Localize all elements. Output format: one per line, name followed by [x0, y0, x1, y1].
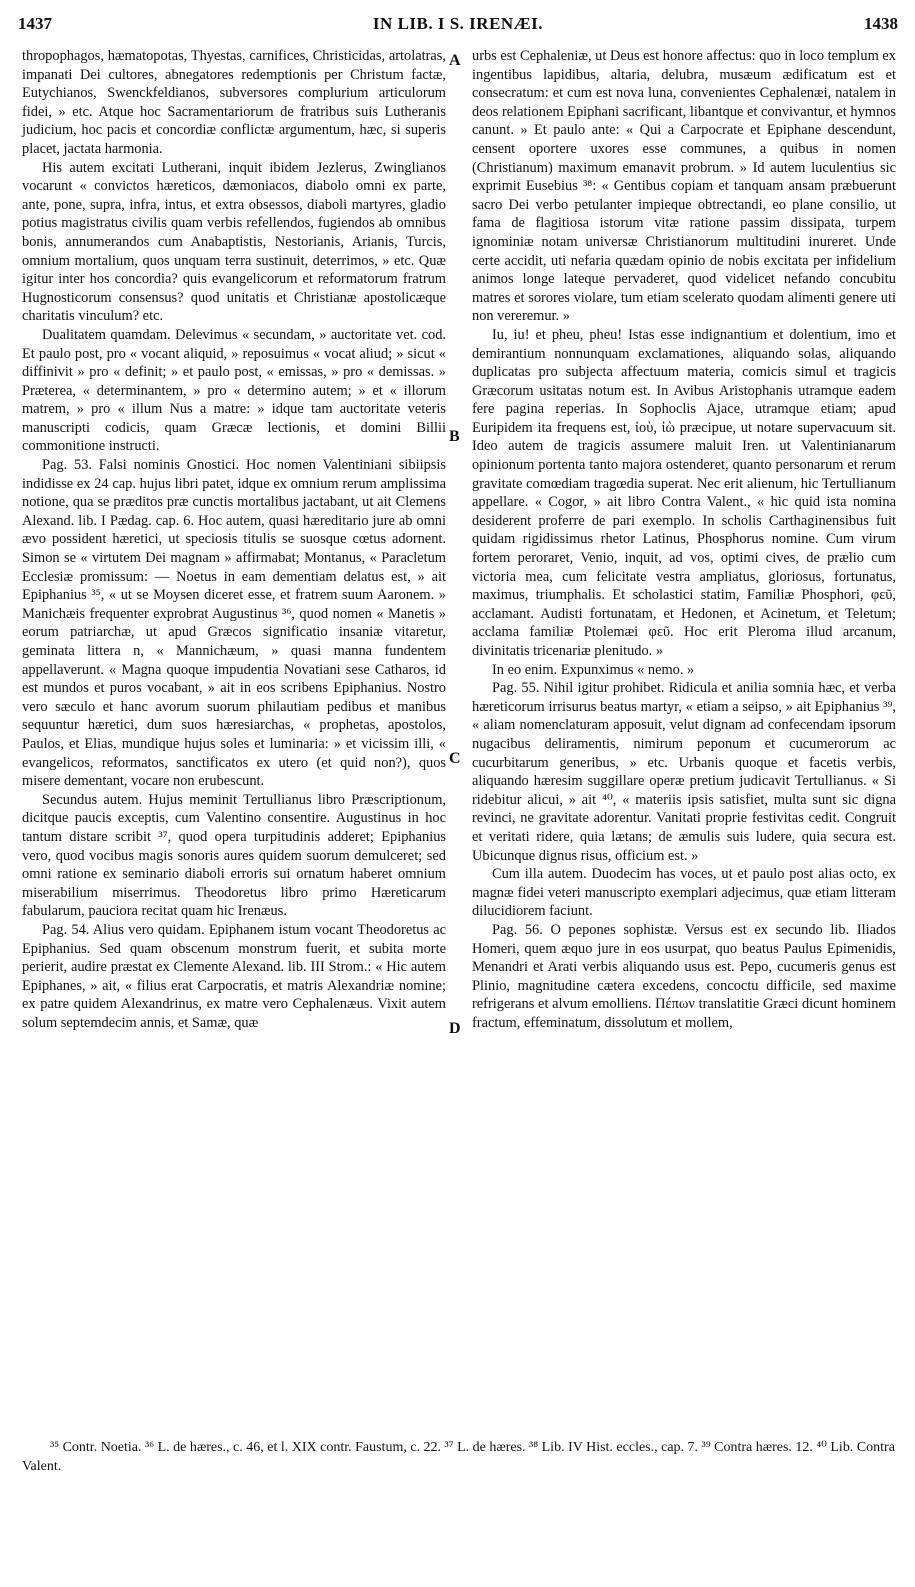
left-column: [22, 47, 446, 1032]
paragraph: thropophagos, hæmatopotas, Thyestas, carnifices, Christicidas, artolatras, impanati Dei cultores, abnegatores redemptionis per Christum factæ, Eutychianos, Swenckfeldianos, subversores complurium articulorum fidei, » etc. Atque hoc Sacramentariorum de fratribus suis Lutheranis judicium, hoc pacis et concordiæ conflictæ argumentum, hæc, si superis placet, jactata harmonia.: [22, 48, 446, 157]
margin-marker-c: C: [449, 750, 461, 767]
paragraph: Dualitatem quamdam. Delevimus « secundam, » auctoritate vet. cod. Et paulo post, pro « vocant aliquid, » reposuimus « vocat aliud; » sicut « diffinivit » pro « definit; » et paulo post, « emissas, » pro « demissas. » Præterea, « determinantem, » pro « determino autem; » et « illorum matrem, » pro « illum Nus a matre: » idque tam auctoritate veteris manuscripti codicis, quam Græcæ lectionis, et domini Billii commonitione instructi.: [22, 326, 446, 455]
left-page-number: 1437: [18, 14, 52, 33]
margin-marker-a: A: [449, 52, 461, 69]
running-header: [18, 14, 898, 40]
running-title: IN LIB. I S. IRENÆI.: [372, 14, 544, 33]
paragraph: Secundus autem. Hujus meminit Tertullianus libro Præscriptionum, dicitque paucis exceptis, cum Valentino consentire. Augustinus in hoc tantum distare scribit ³⁷, quod opera turpitudinis adderet; Epiphanius vero, quod vocibus magis sonoris aures quidem suorum demulceret; sed omni ratione ex seminario diaboli erroris sui ornatum haberet omnium miserabilium miserrimus. Theodoretus libro primo Hæreticarum fabularum, pauciora recitat quam hic Irenæus.: [22, 791, 446, 920]
margin-marker-d: D: [449, 1020, 461, 1037]
margin-marker-b: B: [449, 428, 460, 445]
footnotes: [22, 1438, 896, 1476]
paragraph: His autem excitati Lutherani, inquit ibidem Jezlerus, Zwinglianos vocarunt « convictos hæreticos, dæmoniacos, diabolo omni ex parte, ante, pone, supra, infra, intus, et extra obsessos, diaboli martyres, gladio potius magistratus civilis quam verbis refellendos, fugiendos ab omnibus bonis, annumerandos cum Anabaptistis, Nestorianis, Arianis, Turcis, omnium mortalium, quos unquam terra sustinuit, deterrimos, » etc. Quæ igitur inter hos concordia? quis evangelicorum et reformatorum fratrum Hugnosticorum consensus? quod unitatis et Christianæ apostolicæque charitatis vinculum? etc.: [22, 159, 446, 325]
paragraph: Iu, iu! et pheu, pheu! Istas esse indignantium et dolentium, imo et demirantium nonnunquam exclamationes, aliquando solas, aliquando duplicatas pro subjecta affectuum materia, comicis simul et tragicis Græcorum usitatas notum est. In Avibus Aristophanis utramque eadem fere pagina reperias. In Sophoclis Ajace, utramque etiam; apud Euripidem ita frequens est, ἰοὺ, ἰὼ præcipue, ut notare supervacuum sit. Ideo autem de tragicis assumere maluit Iren. ut Valentinianarum opinionum portenta tanto majora ostenderet, quanto personarum et rerum gravitate comœdiam tragœdia superat. Nec erit alienum, hic Tertullianum appellare. « Cogor, » ait libro Contra Valent., « hic quid ista nomina desiderent proferre de pari exemplo. In scholis Carthaginensibus fuit quidam rigidissimus rhetor Latinus, Phosphorus nomine. Cum virum fortem peroraret, Venio, inquit, ad vos, optimi cives, de prælio cum victoria mea, cum felicitate vestra ampliatus, gloriosus, fortunatus, maximus, triumphalis. Et scholastici statim, Familiæ Phosphori, φεῦ, acclamant. Audisti fortunatam, et Hedonen, et Acinetum, et Teletum; acclama familiæ Ptolemæi φεῦ. Hoc erit Pleroma illud arcanum, divinitatis tricenariæ plenitudo. »: [472, 326, 896, 659]
paragraph: urbs est Cephaleniæ, ut Deus est honore affectus: quo in loco templum ex ingentibus lapidibus, altaria, delubra, musæum ædificatum est et consecratum: et cum est nova luna, convenientes Cephalenæi, natalem in deos relationem Epiphani sacrificant, libantque et convivantur, et hymnos canunt. » Et paulo ante: « Qui a Carpocrate et Epiphane descendunt, censent oportere uxores esse communes, a quibus in nomen (Christianum) maximum emanavit probrum. » Id autem luculentius sic exprimit Eusebius ³⁸: « Gentibus copiam et tanquam ansam præbuerunt sacro Dei verbo petulanter impieque obtrectandi, eo plane consilio, ut fama de flagitiosa istorum vitæ ratione passim dissipata, turpem ignominiæ notam universæ Christianorum multitudini inureret. Unde certe accidit, uti nefaria quædam opinio de nobis excitata per infidelium animos longe lateque pervaderet, quod videlicet nefando concubitu matres et sorores violare, tum etiam sceleratо quodam alimenti genere uti non vereremur. »: [472, 48, 896, 325]
paragraph: Cum illa autem. Duodecim has voces, ut et paulo post alias octo, ex magnæ fidei veteri manuscripto exemplari adjecimus, quæ etiam litteram dilucidiorem faciunt.: [472, 866, 896, 920]
footnote-text: ³⁵ Contr. Noetia. ³⁶ L. de hæres., c. 46, et l. XIX contr. Faustum, c. 22. ³⁷ L. de hæres. ³⁸ Lib. IV Hist. eccles., cap. 7. ³⁹ Contra hæres. 12. ⁴⁰ Lib. Contra Valent.: [22, 1440, 895, 1474]
right-page-number: 1438: [864, 14, 898, 33]
paragraph: Pag. 53. Falsi nominis Gnostici. Hoc nomen Valentiniani sibiipsis indidisse ex 24 cap. hujus libri patet, idque ex omnium rerum amplissima notione, qua se præditos præ cunctis mortalibus jactabant, ut ait Clemens Alexand. lib. I Pædag. cap. 6. Hoc autem, quasi hæreditario jure ab omni ævo possident hæretici, ut speciosis titulis se suosque cœtus adornent. Simon se « virtutem Dei magnam » affirmabat; Montanus, « Paracletum Ecclesiæ promissum: — Noetus in eam dementiam delatus est, » ait Epiphanius ³⁵, « ut se Moysen diceret esse, et fratrem suum Aaronem. » Manichæis frequenter exprobrat Augustinus ³⁶, quod nomen « Manetis » eorum patriarchæ, ut apud Græcos significatio insaniæ vitaretur, geminata littera n, « Mannichæum, » quasi manna fundentem appellaverunt. « Magna quoque impudentia Novatiani sese Catharos, id est mundos et puros vocabant, » ait in eos scribens Epiphanius. Nostro vero sæculo et hanc avorum suorum philautiam pedibus et manibus sequuntur hæretici, dum suos hæresiarchas, « prophetas, apostolos, Paulos, et Elias, mundique hujus soles et luminaria: » et vicissim illi, « evangelicos, reformatos, sanctificatos ex utero (et quid non?), quos misere dementant, vocare non erubescunt.: [22, 457, 446, 790]
paragraph: In eo enim. Expunximus « nemo. »: [492, 661, 695, 678]
right-column: [472, 47, 896, 1032]
paragraph: Pag. 56. O pepones sophistæ. Versus est ex secundo lib. Iliados Homeri, quem æquo jure in eos usurpat, quo beatus Paulus Epimenidis, Menandri et Arati verbis aliquando usus est. Pepo, cucumeris genus est Plinio, magnitudine cætera excedens, concoctu difficile, sed maxime refrigerans et alvum emolliens. Πέπων translatitie Græci dicunt hominem fractum, effeminatum, dissolutum et mollem,: [472, 921, 896, 1031]
paragraph: Pag. 54. Alius vero quidam. Epiphanem istum vocant Theodoretus ac Epiphanius. Sed quam obscenum monstrum fuerit, et subita morte perierit, audire præstat ex Clemente Alexand. lib. III Strom.: « Hic autem Epiphanes, » ait, « filius erat Carpocratis, et matris Alexandriæ nomine; ex patre quidem Alexandrinus, ex matre vero Cephalenæus. Vixit autem solum septemdecim annis, et Samæ, quæ: [22, 921, 446, 1031]
paragraph: Pag. 55. Nihil igitur prohibet. Ridicula et anilia somnia hæc, et verba hæreticorum irrisurus beatus martyr, « etiam a seipso, » ait Epiphanius ³⁹, « aliam nomenclaturam apposuit, velut dignam ad confecendam ipsorum nugacibus deliramentis, nimirum peponum et cucumerorum ac cucurbitarum generibus, » etc. Urbanis quoque et facetis verbis, aliquando hæresim suggillare operæ pretium judicavit Tertullianus. « Si ridebitur alicui, » ait ⁴⁰, « materiis ipsis satisfiet, multa sunt sic digna revinci, ne gravitate adorentur. Vanitati proprie festivitas cedit. Congruit et veritati ridere, quia lætans; de æmulis suis ludere, quia secura est. Ubicunque dignus risus, officium est. »: [472, 680, 896, 864]
